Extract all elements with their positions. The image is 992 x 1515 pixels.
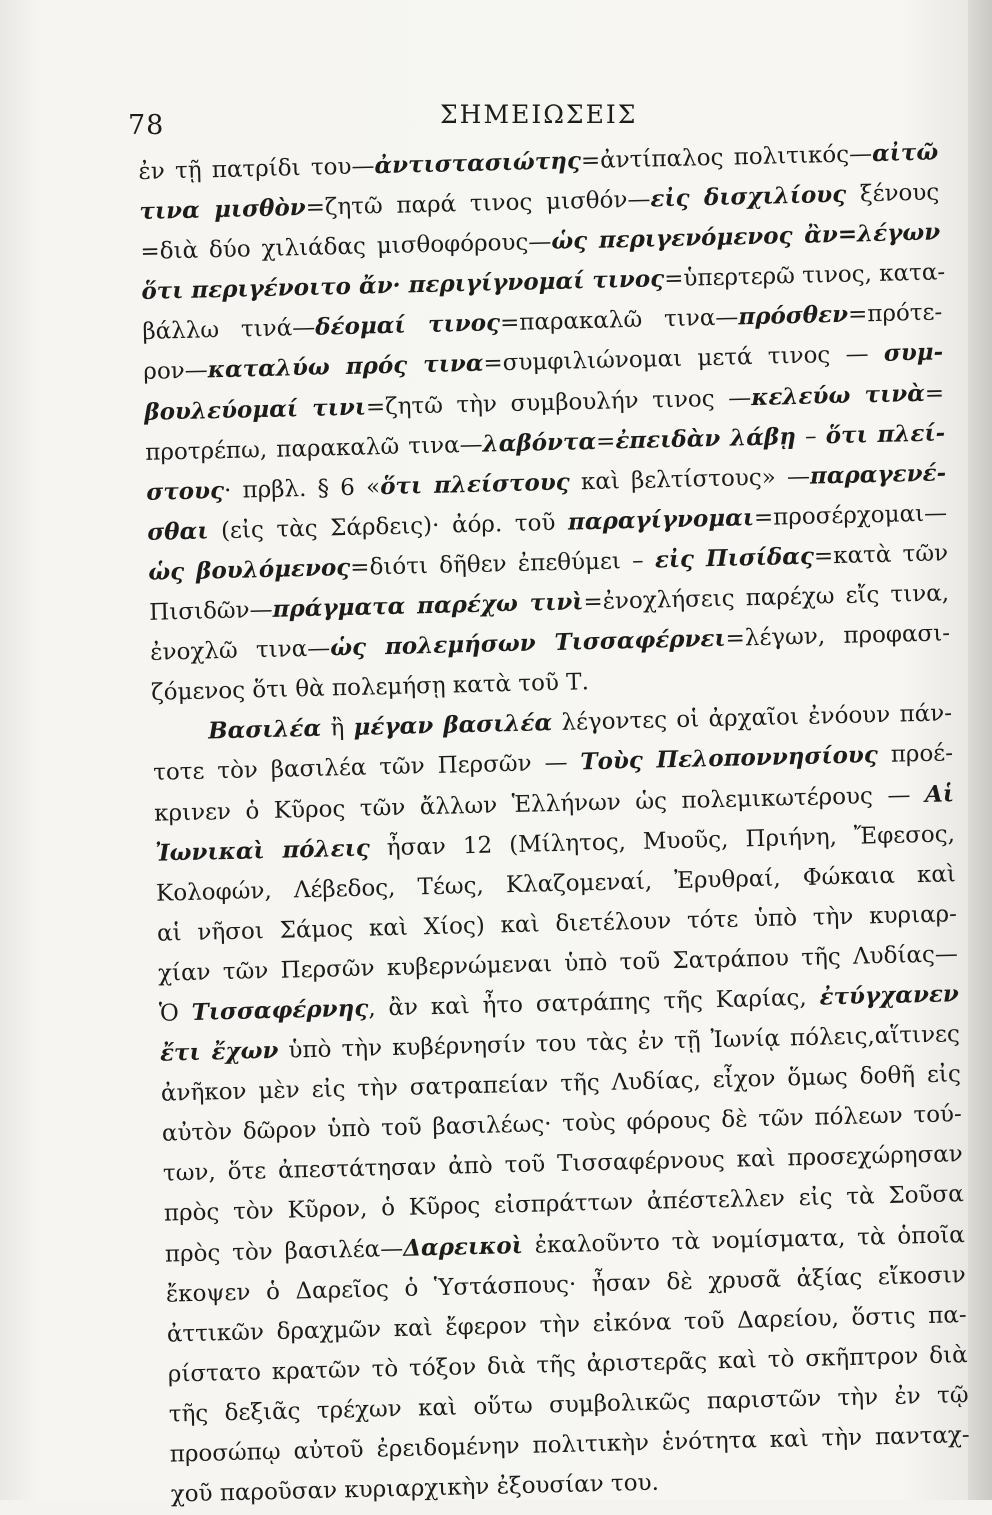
gloss-text: ἐκαλοῦντο τὰ νομίσματα, τὰ ὁποῖα (522, 1221, 966, 1259)
gloss-text: , ἂν καὶ ἦτο σατράπης τῆς Καρίας, (367, 984, 820, 1022)
gloss-text: ἀττικῶν δραχμῶν καὶ ἔφερον τὴν εἰκόνα τοῦ Δαρείου, ὅστις πα- (166, 1301, 967, 1348)
lemma-term: βουλεύομαί τινι (144, 393, 367, 426)
gloss-text: =ζητῶ παρά τινος μισθόν— (305, 186, 651, 222)
gloss-text: ἔκοψεν ὁ Δαρεῖος ὁ Ὑστάσπους· ἦσαν δὲ χρυσᾶ ἀξίας εἴκοσιν (165, 1261, 966, 1308)
gloss-text: Πισιδῶν— (148, 596, 273, 626)
lemma-term: στους (145, 476, 225, 506)
lemma-term: αἰτῶ (871, 138, 939, 168)
gloss-text: χοῦ παροῦσαν κυριαρχικὴν ἐξουσίαν του. (170, 1469, 660, 1508)
lemma-term: ὅτι πλεί- (825, 419, 946, 449)
gloss-text: χίαν τῶν Περσῶν κυβερνώμεναι ὑπὸ τοῦ Σατράπου τῆς Λυδίας— (157, 941, 959, 987)
gloss-text: =λέγων, προφασι- (725, 620, 951, 652)
lemma-term: ὡς βουλόμενος (147, 553, 351, 586)
gloss-text: των, ὅτε ἀπεστάτησαν ἀπὸ τοῦ Τισσαφέρνους καὶ προσεχώρησαν (162, 1141, 964, 1188)
gloss-text: =παρακαλῶ τινα— (499, 304, 739, 337)
gloss-text: πρὸς τὸν Κῦρον, ὁ Κῦρος εἰσπράττων ἀπέστελλεν εἰς τὰ Σοῦσα (163, 1181, 965, 1228)
lemma-term: πράγματα παρέχω τινὶ (272, 588, 584, 623)
lemma-term: ἔτι ἔχων (159, 1036, 279, 1067)
lemma-term: ὡς πολεμήσων Τισσαφέρνει (329, 624, 726, 662)
gloss-text: =ὑπερτερῶ τινος, κατα- (663, 259, 946, 293)
lemma-term: παραγενέ- (809, 459, 947, 490)
gloss-text: =προσέρχομαι— (753, 500, 948, 531)
gloss-text: ὑπὸ τὴν κυβέρνησίν του τὰς ἐν τῇ Ἰωνίᾳ πόλεις,αἵτινες (278, 1021, 961, 1064)
gloss-text: (εἰς τὰς Σάρδεις)· ἀόρ. τοῦ (208, 509, 569, 545)
gloss-text: αἱ νῆσοι Σάμος καὶ Χίος) καὶ διετέλουν τότε ὑπὸ τὴν κυριαρ- (156, 901, 958, 947)
gloss-text: καὶ βελτίστους» — (569, 463, 811, 496)
lemma-term: τινα μισθὸν (139, 194, 307, 226)
page-binding-shadow (968, 0, 992, 1500)
gloss-text: =ἐνοχλήσεις παρέχω εἴς τινα, (583, 580, 950, 616)
gloss-text: = (595, 428, 616, 455)
gloss-text: =διὰ δύο χιλιάδας μισθοφόρους— (140, 229, 552, 266)
gloss-text: τοτε τὸν βασιλέα τῶν Περσῶν — (152, 749, 581, 787)
lemma-term: Δαρεικοὶ (402, 1231, 524, 1262)
gloss-text: αὐτὸν δῶρον ὑπὸ τοῦ βασιλέως· τοὺς φόρους δὲ τῶν πόλεων τού- (161, 1101, 963, 1147)
lemma-term: ὅτι πλείστους (379, 468, 571, 500)
page-number: 78 (128, 110, 165, 141)
lemma-term: Βασιλέα (207, 715, 322, 745)
lemma-term: παραγίγνομαι (567, 503, 755, 536)
gloss-text: =ζητῶ τὴν συμβουλήν τινος — (365, 384, 752, 421)
lemma-term: Τισσαφέρνης (191, 994, 369, 1026)
gloss-text: προσώπῳ αὐτοῦ ἐρειδομένην πολιτικὴν ἑνότητα καὶ τὴν πανταχ- (169, 1422, 970, 1468)
lemma-term: καταλύω πρός τινα (207, 350, 484, 384)
gloss-text: ἐν τῇ πατρίδι του— (138, 153, 375, 185)
notes-body (138, 132, 971, 1514)
gloss-text: ζόμενος ὅτι θὰ πολεμήσῃ κατὰ τοῦ Τ. (150, 669, 590, 707)
gloss-text: · πρβλ. § 6 « (223, 473, 381, 504)
lemma-term: Αἱ (924, 779, 955, 808)
lemma-term: ἐπειδὰν λάβῃ (615, 422, 797, 455)
lemma-term: λαβόντα (482, 427, 597, 458)
lemma-term: συμ- (883, 338, 944, 368)
gloss-text: ἀνῆκον μὲν εἰς τὴν σατραπείαν τῆς Λυδίας, εἶχον ὅμως δοθῆ εἰς (160, 1061, 962, 1107)
lemma-term: εἰς δισχιλίους (650, 180, 847, 213)
gloss-text: λέγοντες οἱ ἀρχαῖοι ἐνόουν πάν- (551, 700, 953, 737)
lemma-term: κελεύω τινὰ (750, 379, 926, 411)
gloss-text: προτρέπω, παρακαλῶ τινα— (145, 431, 483, 466)
gloss-text: = (924, 379, 945, 407)
gloss-text: Ὁ (158, 999, 193, 1027)
gloss-text: ἢ (320, 715, 354, 743)
lemma-term: ἐτύγχανεν (819, 980, 960, 1011)
gloss-text: πρὸς τὸν βασιλέα— (164, 1235, 404, 1268)
gloss-text: =διότι δῆθεν ἐπεθύμει – (349, 547, 656, 581)
lemma-term: μέγαν βασιλέα (353, 709, 553, 742)
lemma-term: Τοὺς Πελοποννησίους (580, 741, 879, 776)
lemma-term: Ἰωνικαὶ πόλεις (154, 834, 371, 867)
lemma-term: εἰς Πισίδας (654, 542, 815, 574)
gloss-text: κρινεν ὁ Κῦρος τῶν ἄλλων Ἑλλήνων ὡς πολεμικωτέρους — (153, 781, 926, 827)
lemma-term: πρόσθεν (738, 301, 849, 331)
lemma-term: δέομαί τινος (314, 309, 501, 342)
lemma-term: ἀντιστασιώτης (374, 147, 582, 180)
gloss-text: =συμφιλιώνομαι μετά τινος — (483, 341, 885, 378)
lemma-term: ὡς περιγενόμενος ἂν=λέγων (550, 218, 941, 256)
lemma-term: ὅτι περιγένοιτο ἄν· περιγίγνομαί τινος (141, 265, 665, 306)
gloss-text: τῆς δεξιᾶς τρέχων καὶ οὕτω συμβολικῶς παριστῶν τὴν ἐν τῷ (168, 1381, 969, 1428)
gloss-text: ρον— (143, 357, 209, 386)
gloss-text: =πρότε- (847, 299, 943, 329)
gloss-text: =ἀντίπαλος πολιτικός— (580, 141, 873, 175)
gloss-text: =κατὰ τῶν (813, 540, 949, 570)
gloss-text: ρίστατο κρατῶν τὸ τόξον διὰ τῆς ἀριστερᾶς καὶ τὸ σκῆπτρον διὰ (167, 1341, 968, 1388)
gloss-text: ἦσαν 12 (Μίλητος, Μυοῦς, Πριήνη, Ἔφεσος, (369, 820, 956, 862)
gloss-text: Κολοφών, Λέβεδος, Τέως, Κλαζομεναί, Ἐρυθραί, Φώκαια καὶ (155, 860, 957, 907)
lemma-term: σθαι (146, 517, 209, 546)
gloss-text: ξένους (845, 179, 940, 208)
running-head: ΣΗΜΕΙΩΣΕΙΣ (440, 100, 638, 129)
gloss-text: – (795, 422, 827, 450)
gloss-text: προέ- (877, 740, 954, 769)
gloss-text: ἐνοχλῶ τινα— (149, 635, 331, 666)
gloss-text: βάλλω τινά— (142, 315, 316, 346)
